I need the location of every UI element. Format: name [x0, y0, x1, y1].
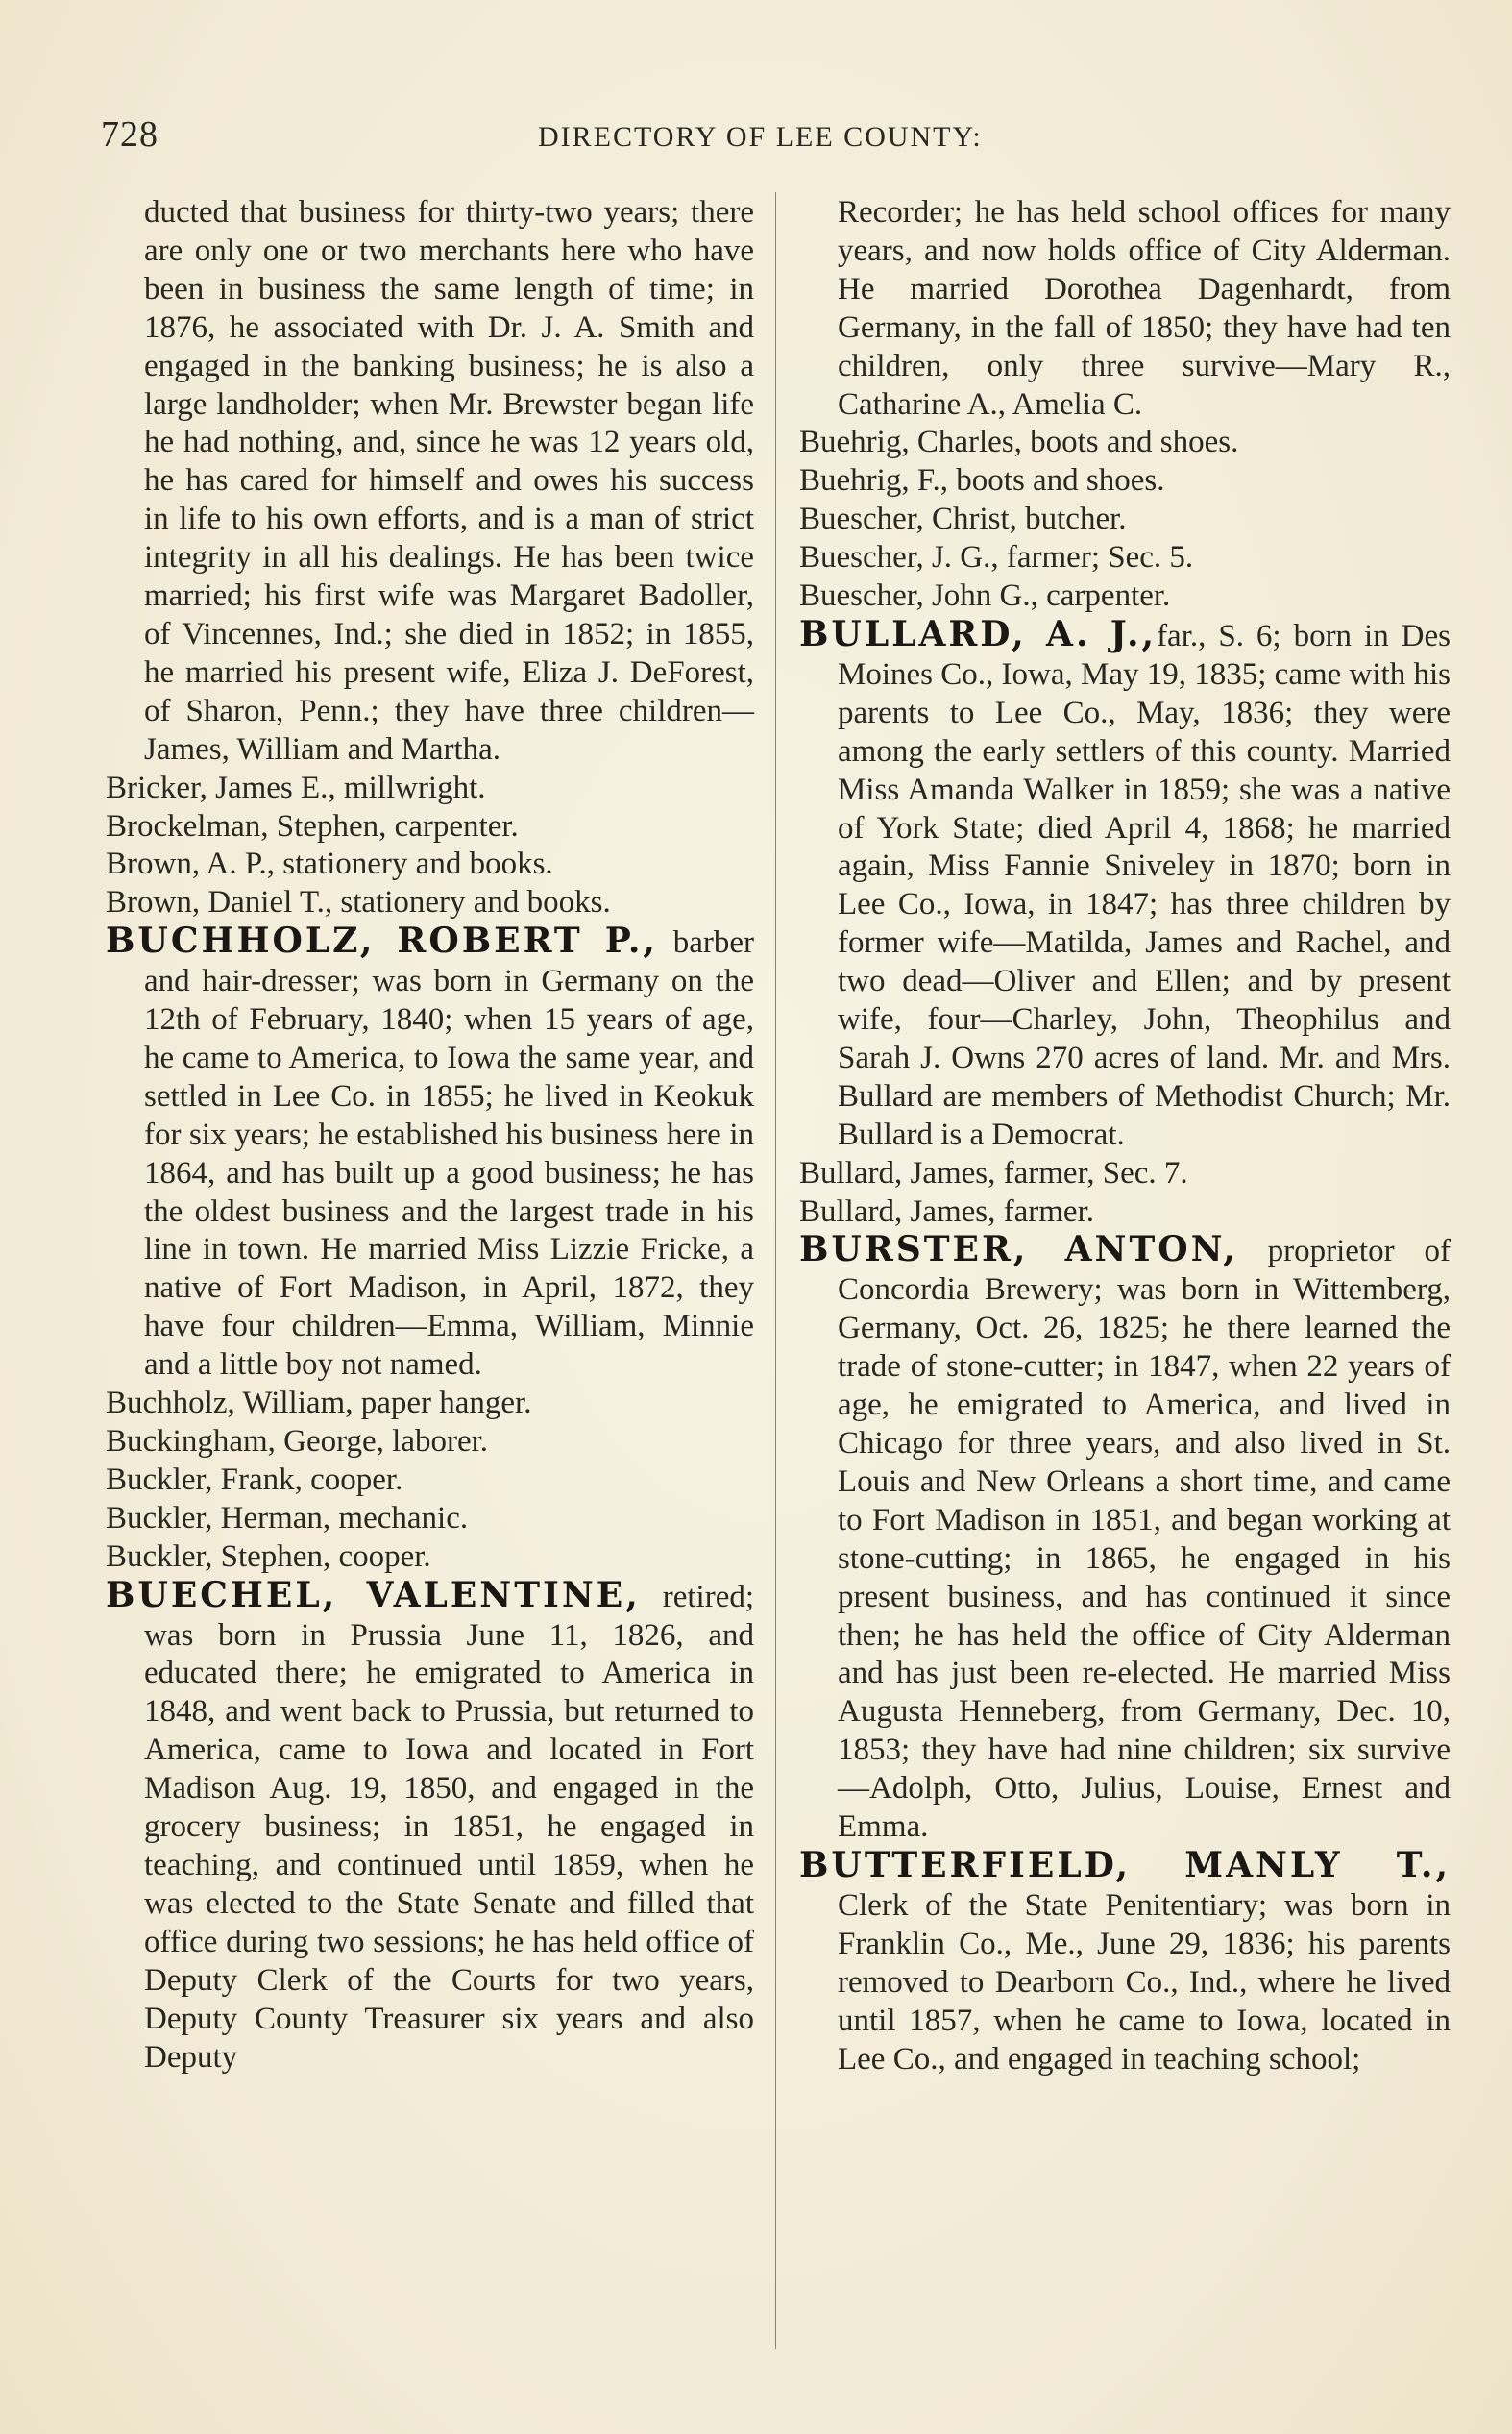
page-number: 728 — [101, 114, 159, 155]
entry-text: Buckler, Stephen, cooper. — [106, 1538, 431, 1574]
directory-entry — [106, 884, 754, 922]
directory-entry — [799, 501, 1451, 539]
directory-entry — [106, 1462, 754, 1500]
entry-text: Bullard, James, farmer, Sec. 7. — [799, 1155, 1188, 1191]
entry-text: ducted that business for thirty-two years; there are only one or two merchants here who have been in business the same length of time; in 1876, he associated with Dr. J. A. Smith and engaged in the banking business; he is also a large landholder; when Mr. Brewster began life he had nothing, and, since he was 12 years old, he has cared for himself and owes his success in life to his own efforts, and is a man of strict integrity in all his dealings. He has been twice married; his first wife was Margaret Badoller, of Vincennes, Ind.; she died in 1852; in 1855, he married his present wife, Eliza J. DeForest, of Sharon, Penn.; they have three children—James, William and Martha. — [144, 195, 754, 767]
entry-text: barber and hair-dresser; was born in Germany on the 12th of February, 1840; when 15 years of age, he came to America, to Iowa the same year, and settled in Lee Co. in 1855; he lived in Keokuk for six years; he established his business here in 1864, and has built up a good business; he has the oldest business and the largest trade in his line in town. He married Miss Lizzie Fricke, a native of Fort Madison, in April, 1872, they have four children—Emma, William, Minnie and a little boy not named. — [144, 925, 754, 1383]
directory-entry — [106, 770, 754, 808]
directory-entry — [799, 462, 1451, 501]
directory-entry — [799, 1155, 1451, 1193]
entry-text: retired; was born in Prussia June 11, 1826, and educated there; he emigrated to America in 1848, and went back to Prussia, but returned to America, came to Iowa and located in Fort Madison Aug. 19, 1850, and engaged in the grocery business; in 1851, he engaged in teaching, and continued until 1859, when he was elected to the State Senate and filled that office during two sessions; he has held office of Deputy Clerk of the Courts for two years, Deputy County Treasurer six years and also Deputy — [144, 1579, 755, 2075]
entry-text: Buescher, John G., carpenter. — [799, 578, 1171, 614]
directory-entry — [799, 578, 1451, 616]
entry-text: Buckingham, George, laborer. — [106, 1424, 489, 1459]
directory-entry — [799, 1193, 1451, 1232]
directory-entry — [106, 1423, 754, 1462]
entry-name: BULLARD, A. J., — [799, 613, 1158, 654]
directory-entry — [106, 846, 754, 884]
running-head — [101, 113, 1446, 161]
page-title: DIRECTORY OF LEE COUNTY: — [538, 121, 983, 153]
directory-entry — [106, 808, 754, 847]
entry-text: Brockelman, Stephen, carpenter. — [106, 808, 519, 844]
entry-text: Buckler, Frank, cooper. — [106, 1462, 403, 1497]
entry-text: Buescher, J. G., farmer; Sec. 5. — [799, 540, 1194, 576]
directory-entry — [106, 1538, 754, 1577]
entry-text: Brown, A. P., stationery and books. — [106, 847, 553, 882]
directory-entry-featured — [106, 1574, 755, 2078]
entry-name: BUECHEL, VALENTINE, — [106, 1574, 641, 1615]
directory-entry-featured — [799, 1844, 1451, 2078]
entry-text: Bricker, James E., millwright. — [106, 770, 486, 805]
entry-text: Bullard, James, farmer. — [799, 1193, 1094, 1229]
right-column — [799, 194, 1451, 2078]
entry-name: BUCHHOLZ, ROBERT P., — [106, 921, 658, 962]
column-divider — [775, 192, 776, 2349]
entry-text: Buescher, Christ, butcher. — [799, 502, 1127, 537]
directory-entry-featured — [799, 1231, 1451, 1847]
entry-name: BUTTERFIELD, MANLY T., — [799, 1844, 1451, 1885]
entry-text: proprietor of Concordia Brewery; was born in Wittemberg, Germany, Oct. 26, 1825; he there learned the trade of stone-cutter; in 1847, when 22 years of age, he emigrated to America, and lived in Chicago for three years, and also lived in St. Louis and New Orleans a short time, and came to Fort Madison in 1851, and began working at stone-cutting; in 1865, he engaged in his present business, and has continued it since then; he has held the office of City Alderman and has just been re-elected. He married Miss Augusta Henneberg, from Germany, Dec. 10, 1853; they have had nine children; six survive—Adolph, Otto, Julius, Louise, Ernest and Emma. — [838, 1234, 1451, 1845]
left-column — [106, 194, 754, 2077]
entry-text: Buehrig, Charles, boots and shoes. — [799, 425, 1239, 460]
directory-entry-featured — [106, 922, 754, 1385]
directory-entry — [106, 1385, 754, 1423]
entry-name: BURSTER, ANTON, — [799, 1229, 1238, 1270]
directory-entry-featured — [799, 613, 1451, 1155]
directory-entry — [106, 1500, 754, 1538]
entry-text: Buckler, Herman, mechanic. — [106, 1500, 469, 1536]
entry-text: Clerk of the State Penitentiary; was born in Franklin Co., Me., June 29, 1836; his parents removed to Dearborn Co., Ind., where he lived until 1857, when he came to Iowa, located in Lee Co., and engaged in teaching school; — [838, 1887, 1451, 2077]
entry-text: Recorder; he has held school offices for many years, and now holds office of City Alderman. He married Dorothea Dagenhardt, from Germany, in the fall of 1850; they have had ten children, only three survive—Mary R., Catharine A., Amelia C. — [838, 195, 1451, 422]
entry-text: far., S. 6; born in Des Moines Co., Iowa, May 19, 1835; came with his parents to Lee Co., May, 1836; they were among the early settlers of this county. Married Miss Amanda Walker in 1859; she was a native of York State; died April 4, 1868; he married again, Miss Fannie Sniveley in 1870; born in Lee Co., Iowa, in 1847; has three children by former wife—Matilda, James and Rachel, and two dead—Oliver and Ellen; and by present wife, four—Charley, John, Theophilus and Sarah J. Owns 270 acres of land. Mr. and Mrs. Bullard are members of Methodist Church; Mr. Bullard is a Democrat. — [838, 618, 1451, 1152]
entry-text: Buchholz, William, paper hanger. — [106, 1386, 532, 1421]
directory-entry — [799, 424, 1451, 462]
directory-entry — [799, 539, 1451, 578]
directory-entry — [106, 194, 754, 770]
entry-text: Buehrig, F., boots and shoes. — [799, 463, 1165, 499]
entry-text: Brown, Daniel T., stationery and books. — [106, 885, 611, 921]
directory-entry — [799, 194, 1451, 424]
